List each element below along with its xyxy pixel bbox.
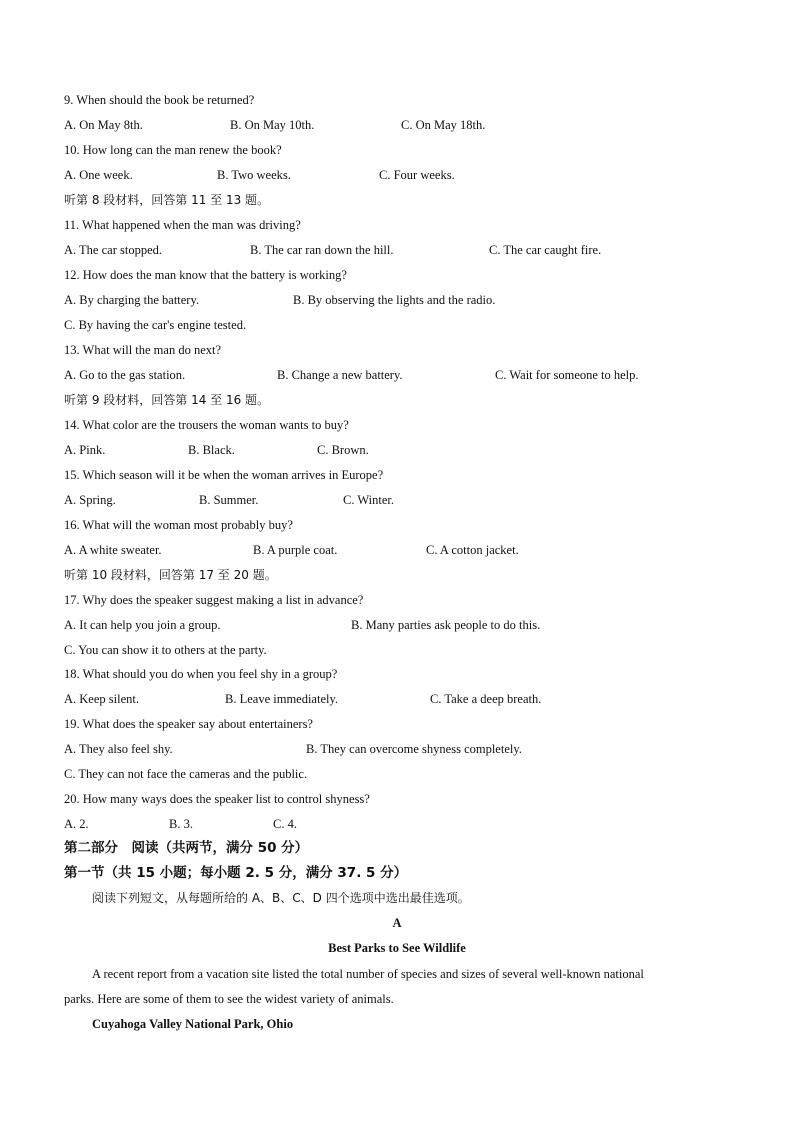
options-15	[64, 492, 744, 508]
option-a: A. The car stopped.	[64, 243, 163, 257]
option-a: A. They also feel shy.	[64, 742, 173, 756]
question-11: 11. What happened when the man was driving?	[64, 218, 301, 232]
option-c: C. The car caught fire.	[489, 243, 602, 257]
option-b: B. Change a new battery.	[277, 368, 403, 382]
options-9	[64, 117, 744, 133]
options-14	[64, 442, 744, 458]
option-c: C. Brown.	[317, 443, 369, 457]
question-16: 16. What will the woman most probably buy?	[64, 518, 293, 532]
options-18	[64, 691, 744, 707]
option-a: A. One week.	[64, 168, 133, 182]
passage-title: Best Parks to See Wildlife	[328, 941, 466, 955]
option-c: C. Winter.	[343, 493, 395, 507]
options-16	[64, 542, 744, 558]
option-a: A. On May 8th.	[64, 118, 143, 132]
question-12: 12. How does the man know that the battery is working?	[64, 268, 347, 282]
option-b: B. By observing the lights and the radio.	[293, 293, 496, 307]
question-20: 20. How many ways does the speaker list to control shyness?	[64, 792, 370, 806]
options-20	[64, 816, 744, 832]
option-b: B. On May 10th.	[230, 118, 315, 132]
section-heading: 第一节（共 15 小题；每小题 2. 5 分，满分 37. 5 分）	[64, 865, 408, 881]
options-13	[64, 367, 744, 383]
question-19: 19. What does the speaker say about entertainers?	[64, 717, 313, 731]
option-c: C. They can not face the cameras and the public.	[64, 767, 308, 781]
question-13: 13. What will the man do next?	[64, 343, 222, 357]
option-c: C. A cotton jacket.	[426, 543, 519, 557]
option-b: B. The car ran down the hill.	[250, 243, 394, 257]
option-b: B. A purple coat.	[253, 543, 338, 557]
option-a: A. 2.	[64, 817, 89, 831]
option-c: C. You can show it to others at the party.	[64, 643, 267, 657]
park-subheading: Cuyahoga Valley National Park, Ohio	[92, 1017, 294, 1031]
option-a: A. Spring.	[64, 493, 116, 507]
option-b: B. Leave immediately.	[225, 692, 339, 706]
option-c: C. Take a deep breath.	[430, 692, 542, 706]
option-c: C. On May 18th.	[401, 118, 486, 132]
option-a: A. It can help you join a group.	[64, 618, 221, 632]
question-14: 14. What color are the trousers the woman wants to buy?	[64, 418, 349, 432]
part-heading: 第二部分 阅读（共两节，满分 50 分）	[64, 840, 309, 856]
option-c: C. Wait for someone to help.	[495, 368, 639, 382]
option-b: B. Two weeks.	[217, 168, 291, 182]
option-a: A. Pink.	[64, 443, 106, 457]
option-a: A. Go to the gas station.	[64, 368, 186, 382]
option-b: B. 3.	[169, 817, 193, 831]
section-instruction-9: 听第 9 段材料，回答第 14 至 16 题。	[64, 393, 270, 407]
reading-instruction: 阅读下列短文，从每题所给的 A、B、C、D 四个选项中选出最佳选项。	[92, 891, 470, 905]
question-17: 17. Why does the speaker suggest making a list in advance?	[64, 593, 364, 607]
section-instruction-8: 听第 8 段材料，回答第 11 至 13 题。	[64, 193, 270, 207]
option-c: C. 4.	[273, 817, 297, 831]
option-b: B. They can overcome shyness completely.	[306, 742, 522, 756]
option-a: A. A white sweater.	[64, 543, 162, 557]
paragraph-line: parks. Here are some of them to see the widest variety of animals.	[64, 992, 394, 1006]
question-10: 10. How long can the man renew the book?	[64, 143, 282, 157]
option-a: A. By charging the battery.	[64, 293, 200, 307]
option-b: B. Many parties ask people to do this.	[351, 618, 541, 632]
section-instruction-10: 听第 10 段材料，回答第 17 至 20 题。	[64, 568, 277, 582]
options-17	[64, 617, 744, 633]
question-9: 9. When should the book be returned?	[64, 93, 255, 107]
passage-label: A	[392, 916, 402, 930]
option-b: B. Black.	[188, 443, 235, 457]
options-19	[64, 741, 744, 757]
options-12	[64, 292, 744, 308]
option-c: C. By having the car's engine tested.	[64, 318, 247, 332]
paragraph-line: A recent report from a vacation site listed the total number of species and sizes of several well-known national	[92, 967, 644, 981]
question-15: 15. Which season will it be when the woman arrives in Europe?	[64, 468, 384, 482]
option-b: B. Summer.	[199, 493, 259, 507]
question-18: 18. What should you do when you feel shy in a group?	[64, 667, 338, 681]
option-c: C. Four weeks.	[379, 168, 455, 182]
options-11	[64, 242, 744, 258]
options-10	[64, 167, 744, 183]
option-a: A. Keep silent.	[64, 692, 139, 706]
